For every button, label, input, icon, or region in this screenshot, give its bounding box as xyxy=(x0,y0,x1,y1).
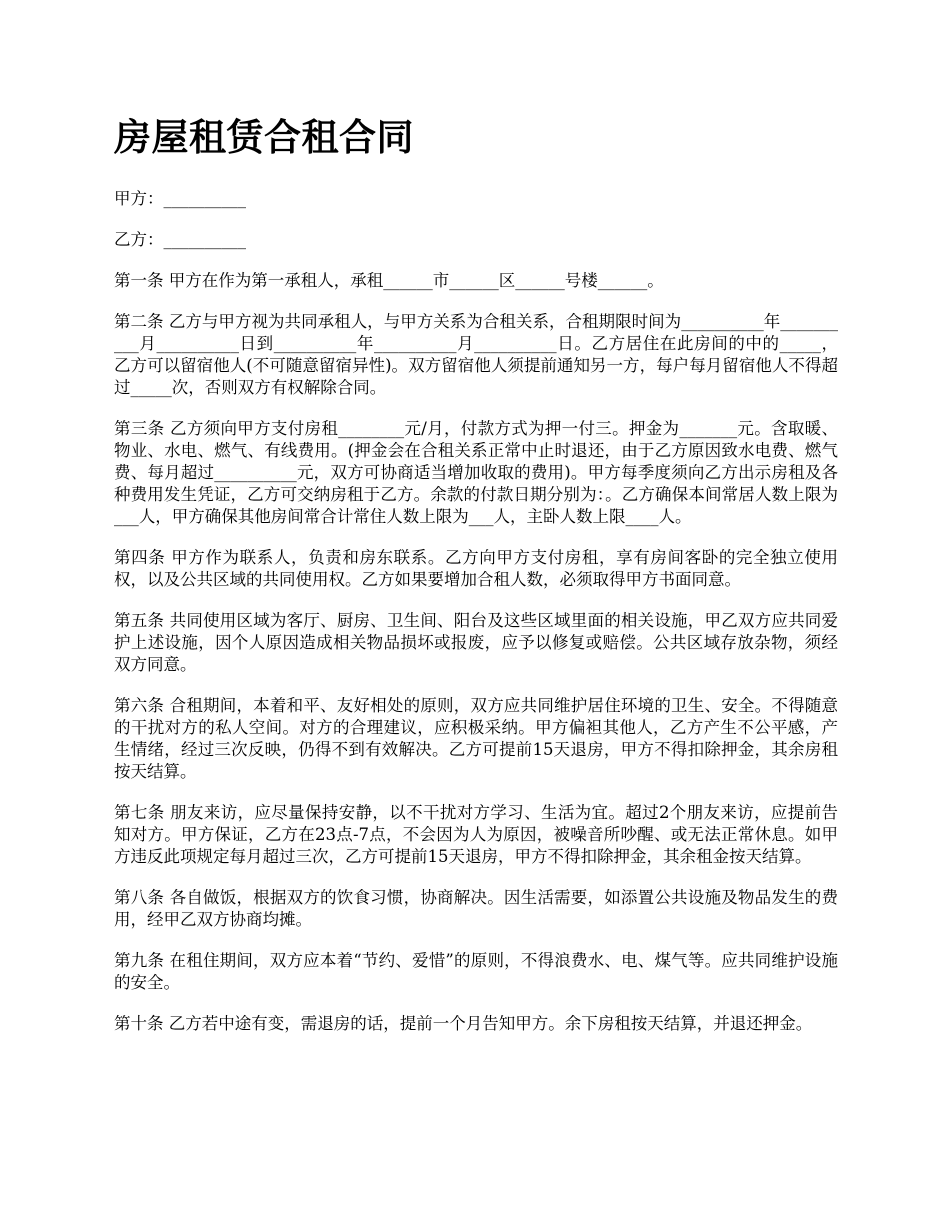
article-3: 第三条 乙方须向甲方支付房租________元/月，付款方式为押一付三。押金为_______元。含取暖、物业、水电、燃气、有线费用。(押金会在合租关系正常中止时退还，由于乙方原因致水电费、燃气费、每月超过__________元，双方可协商适当增加收取的费用)。甲方每季度须向乙方出示房租及各种费用发生凭证，乙方可交纳房租于乙方。余款的付款日期分别为：。乙方确保本间常居人数上限为___人，甲方确保其他房间常合计常住人数上限为___人，主卧人数上限____人。 xyxy=(114,419,838,526)
party-a-line: 甲方：__________ xyxy=(114,189,246,208)
party-b-line: 乙方：__________ xyxy=(114,230,246,249)
article-6: 第六条 合租期间，本着和平、友好相处的原则，双方应共同维护居住环境的卫生、安全。不得随意的干扰对方的私人空间。对方的合理建议，应积极采纳。甲方偏袒其他人，乙方产生不公平感，产生情绪，经过三次反映，仍得不到有效解决。乙方可提前15天退房，甲方不得扣除押金，其余房租按天结算。 xyxy=(114,696,838,781)
document-title: 房屋租赁合租合同 xyxy=(114,115,414,159)
article-10: 第十条 乙方若中途有变，需退房的话，提前一个月告知甲方。余下房租按天结算，并退还押金。 xyxy=(114,1014,813,1033)
article-8: 第八条 各自做饭，根据双方的饮食习惯，协商解决。因生活需要，如添置公共设施及物品发生的费用，经甲乙双方协商均摊。 xyxy=(114,888,838,929)
article-5: 第五条 共同使用区域为客厅、厨房、卫生间、阳台及这些区域里面的相关设施，甲乙双方应共同爱护上述设施，因个人原因造成相关物品损坏或报废，应予以修复或赔偿。公共区域存放杂物，须经双方同意。 xyxy=(114,611,838,674)
article-2: 第二条 乙方与甲方视为共同承租人，与甲方关系为合租关系，合租期限时间为__________年__________月__________日到__________年__________月__________日。乙方居住在此房间的中的_____，乙方可以留宿他人(不可随意留宿异性)。双方留宿他人须提前通知另一方，每户每月留宿他人不得超过_____次，否则双方有权解除合同。 xyxy=(114,312,838,397)
article-4: 第四条 甲方作为联系人，负责和房东联系。乙方向甲方支付房租，享有房间客卧的完全独立使用权，以及公共区域的共同使用权。乙方如果要增加合租人数，必须取得甲方书面同意。 xyxy=(114,548,838,589)
article-7: 第七条 朋友来访，应尽量保持安静，以不干扰对方学习、生活为宜。超过2个朋友来访，应提前告知对方。甲方保证，乙方在23点-7点，不会因为人为原因，被噪音所吵醒、或无法正常休息。如甲方违反此项规定每月超过三次，乙方可提前15天退房，甲方不得扣除押金，其余租金按天结算。 xyxy=(114,803,838,866)
article-9: 第九条 在租住期间，双方应本着“节约、爱惜”的原则，不得浪费水、电、煤气等。应共同维护设施的安全。 xyxy=(114,951,838,992)
article-1: 第一条 甲方在作为第一承租人，承租______市______区______号楼______。 xyxy=(114,271,664,290)
